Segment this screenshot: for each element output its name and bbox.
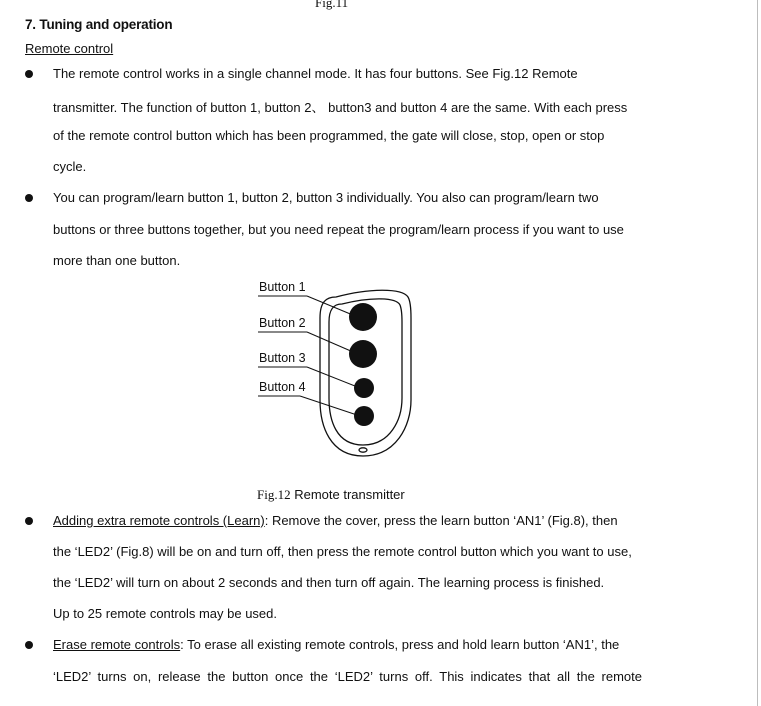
paragraph-line: the ‘LED2’ (Fig.8) will be on and turn off, then press the remote control button which you want to use, (53, 544, 632, 559)
paragraph-line: Erase remote controls: To erase all existing remote controls, press and hold learn button ‘AN1’, the (53, 637, 620, 652)
paragraph-line: cycle. (53, 159, 87, 174)
button-3-label: Button 3 (259, 351, 306, 365)
page-edge-line (757, 0, 758, 706)
paragraph-line: transmitter. The function of button 1, button 2、 button3 and button 4 are the same. With each press (53, 100, 628, 115)
subsection-heading: Remote control (25, 41, 114, 56)
remote-outer-body (320, 290, 411, 456)
bullet-icon (25, 194, 33, 202)
paragraph-line: more than one button. (53, 253, 181, 268)
section-heading: 7. Tuning and operation (25, 17, 173, 32)
paragraph-line: Adding extra remote controls (Learn): Remove the cover, press the learn button ‘AN1’ (Fig.8), then (53, 513, 618, 528)
remote-button-3 (354, 378, 374, 398)
bullet-icon (25, 517, 33, 525)
paragraph-line: ‘LED2’ turns on, release the button once the ‘LED2’ turns off. This indicates that all the remote (53, 669, 642, 684)
remote-led (359, 448, 367, 452)
figure-12-caption (257, 487, 405, 503)
paragraph-line: the ‘LED2’ will turn on about 2 seconds and then turn off again. The learning process is finished. (53, 575, 605, 590)
remote-button-4 (354, 406, 374, 426)
remote-button-2 (349, 340, 377, 368)
remote-button-1 (349, 303, 377, 331)
paragraph-line: Up to 25 remote controls may be used. (53, 606, 278, 621)
paragraph-line: The remote control works in a single channel mode. It has four buttons. See Fig.12 Remote (53, 66, 578, 81)
bullet-icon (25, 70, 33, 78)
button-1-label: Button 1 (259, 280, 306, 294)
paragraph-line: You can program/learn button 1, button 2, button 3 individually. You also can program/learn two (53, 190, 599, 205)
remote-inner-body (329, 299, 402, 445)
caption-figure-number: Fig.12 (257, 487, 291, 502)
bullet-icon (25, 641, 33, 649)
erase-remote-title: Erase remote controls (53, 637, 181, 652)
caption-text: Remote transmitter (290, 487, 405, 502)
adding-remote-title: Adding extra remote controls (Learn) (53, 513, 265, 528)
button-2-label: Button 2 (259, 316, 306, 330)
button-4-label: Button 4 (259, 380, 306, 394)
paragraph-line: of the remote control button which has been programmed, the gate will close, stop, open or stop (53, 128, 605, 143)
figure-11-label: Fig.11 (315, 0, 349, 10)
paragraph-line: buttons or three buttons together, but you need repeat the program/learn process if you want to use (53, 222, 624, 237)
